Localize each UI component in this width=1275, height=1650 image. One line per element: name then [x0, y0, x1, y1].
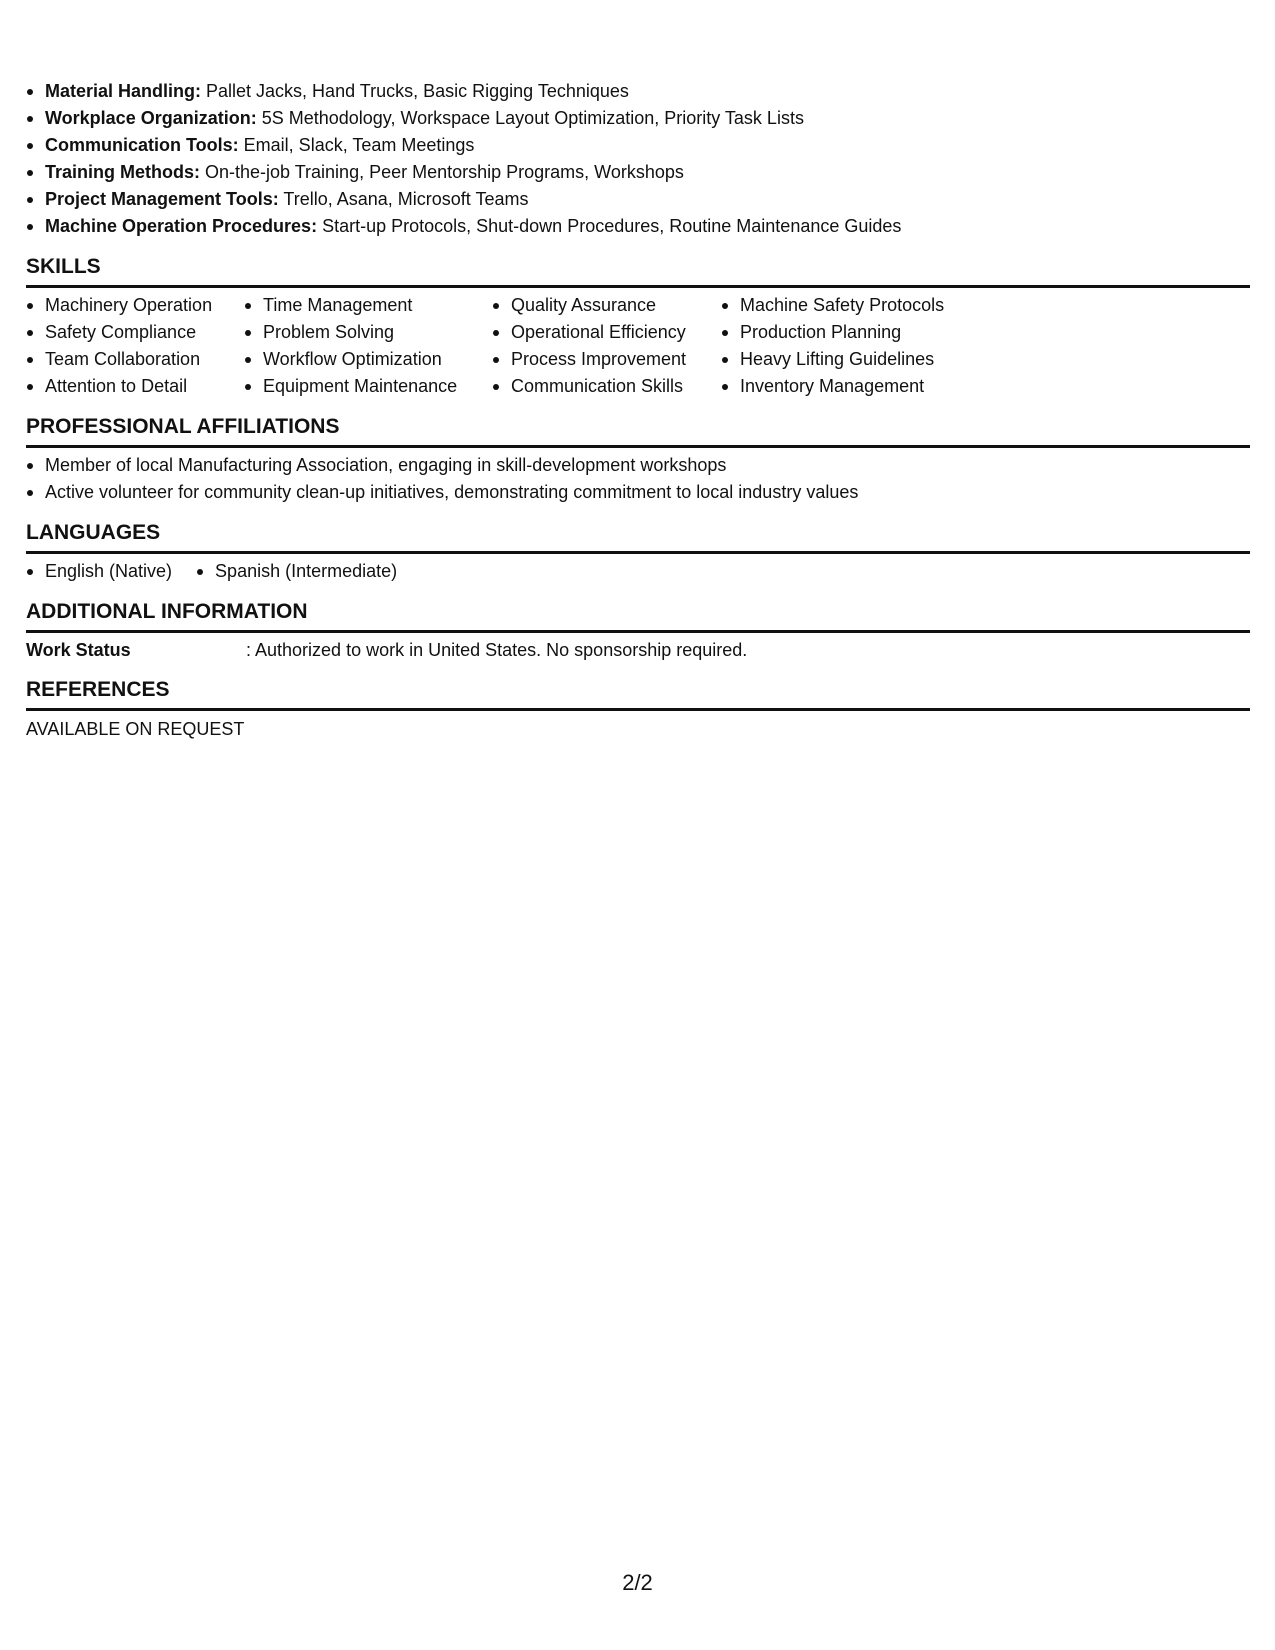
section-divider [26, 445, 1250, 448]
item-label: Workplace Organization: [45, 108, 257, 128]
list-item: Problem Solving [244, 319, 492, 346]
section-divider [26, 285, 1250, 288]
item-label: Material Handling: [45, 81, 202, 101]
skills-section [26, 254, 1250, 400]
section-heading: SKILLS [26, 255, 101, 278]
section-divider [26, 551, 1250, 554]
section-heading: LANGUAGES [26, 521, 161, 544]
work-status-row [26, 637, 1250, 663]
item-label: Training Methods: [45, 162, 200, 182]
list-item: Production Planning [721, 319, 981, 346]
item-value: 5S Methodology, Workspace Layout Optimization, Priority Task Lists [256, 108, 804, 128]
list-item: Spanish (Intermediate) [196, 558, 397, 585]
affiliations-list [26, 452, 1250, 506]
section-heading: PROFESSIONAL AFFILIATIONS [26, 415, 340, 438]
skills-grid [26, 292, 1250, 400]
item-label: Machine Operation Procedures: [45, 216, 318, 236]
list-item: Quality Assurance [492, 292, 721, 319]
section-heading: REFERENCES [26, 678, 170, 701]
affiliations-section [26, 414, 1250, 506]
item-value: Email, Slack, Team Meetings [238, 135, 475, 155]
list-item: Equipment Maintenance [244, 373, 492, 400]
item-label: Communication Tools: [45, 135, 239, 155]
resume-page [26, 78, 1250, 742]
skills-column [492, 292, 721, 400]
work-status-value: : Authorized to work in United States. No sponsorship required. [246, 640, 748, 660]
skills-column [721, 292, 981, 400]
skills-column [26, 292, 244, 400]
tools-list [26, 78, 1250, 240]
page-number: 2/2 [622, 1570, 653, 1595]
list-item: Team Collaboration [26, 346, 244, 373]
section-divider [26, 630, 1250, 633]
languages-list [26, 558, 1250, 585]
list-item: Time Management [244, 292, 492, 319]
list-item: Operational Efficiency [492, 319, 721, 346]
item-value: Trello, Asana, Microsoft Teams [278, 189, 529, 209]
list-item: English (Native) [26, 558, 172, 585]
section-divider [26, 708, 1250, 711]
additional-info-section [26, 599, 1250, 663]
list-item [26, 159, 1250, 186]
references-text: AVAILABLE ON REQUEST [26, 719, 245, 739]
list-item: Attention to Detail [26, 373, 244, 400]
list-item [26, 132, 1250, 159]
list-item: Inventory Management [721, 373, 981, 400]
item-label: Project Management Tools: [45, 189, 279, 209]
list-item: Communication Skills [492, 373, 721, 400]
list-item: Active volunteer for community clean-up initiatives, demonstrating commitment to local industry values [26, 479, 1250, 506]
languages-section [26, 520, 1250, 585]
references-section [26, 677, 1250, 742]
list-item: Workflow Optimization [244, 346, 492, 373]
work-status-label: Work Status [26, 640, 131, 660]
item-value: Pallet Jacks, Hand Trucks, Basic Rigging Techniques [201, 81, 629, 101]
list-item: Safety Compliance [26, 319, 244, 346]
item-value: Start-up Protocols, Shut-down Procedures, Routine Maintenance Guides [317, 216, 902, 236]
section-heading: ADDITIONAL INFORMATION [26, 600, 308, 623]
list-item [26, 213, 1250, 240]
list-item: Machine Safety Protocols [721, 292, 981, 319]
list-item [26, 78, 1250, 105]
list-item [26, 186, 1250, 213]
list-item: Machinery Operation [26, 292, 244, 319]
skills-column [244, 292, 492, 400]
item-value: On-the-job Training, Peer Mentorship Programs, Workshops [200, 162, 684, 182]
list-item [26, 105, 1250, 132]
list-item: Heavy Lifting Guidelines [721, 346, 981, 373]
list-item: Process Improvement [492, 346, 721, 373]
list-item: Member of local Manufacturing Association, engaging in skill-development workshops [26, 452, 1250, 479]
